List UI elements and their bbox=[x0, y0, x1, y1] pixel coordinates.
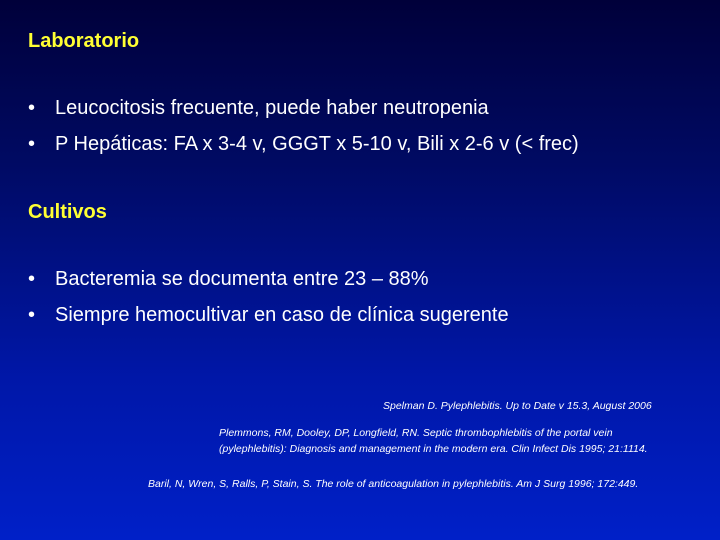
section-title-cultivos: Cultivos bbox=[28, 201, 107, 223]
reference-plemmons-line1: Plemmons, RM, Dooley, DP, Longfield, RN. Septic thrombophlebitis of the portal vein bbox=[219, 427, 613, 439]
bullet-icon: • bbox=[28, 97, 36, 119]
list-item bbox=[28, 132, 579, 168]
bullet-text: Bacteremia se documenta entre 23 – 88% bbox=[55, 268, 429, 290]
list-item bbox=[28, 96, 579, 132]
bullet-text: Leucocitosis frecuente, puede haber neutropenia bbox=[55, 97, 489, 119]
list-item bbox=[28, 267, 509, 303]
bullet-text: P Hepáticas: FA x 3-4 v, GGGT x 5-10 v, Bili x 2-6 v (< frec) bbox=[55, 133, 579, 155]
bullet-icon: • bbox=[28, 268, 36, 290]
section-title-laboratorio: Laboratorio bbox=[28, 30, 140, 52]
bullet-list-laboratorio bbox=[28, 96, 579, 168]
bullet-text: Siempre hemocultivar en caso de clínica sugerente bbox=[55, 304, 509, 326]
reference-baril: Baril, N, Wren, S, Ralls, P, Stain, S. The role of anticoagulation in pylephlebitis. Am J Surg 1996; 172:449. bbox=[148, 478, 639, 490]
list-item bbox=[28, 303, 509, 339]
reference-spelman: Spelman D. Pylephlebitis. Up to Date v 15.3, August 2006 bbox=[383, 400, 652, 412]
bullet-icon: • bbox=[28, 304, 36, 326]
reference-plemmons-line2: (pylephlebitis): Diagnosis and management in the modern era. Clin Infect Dis 1995; 21:1114. bbox=[219, 443, 648, 455]
bullet-list-cultivos bbox=[28, 267, 509, 339]
bullet-icon: • bbox=[28, 133, 36, 155]
